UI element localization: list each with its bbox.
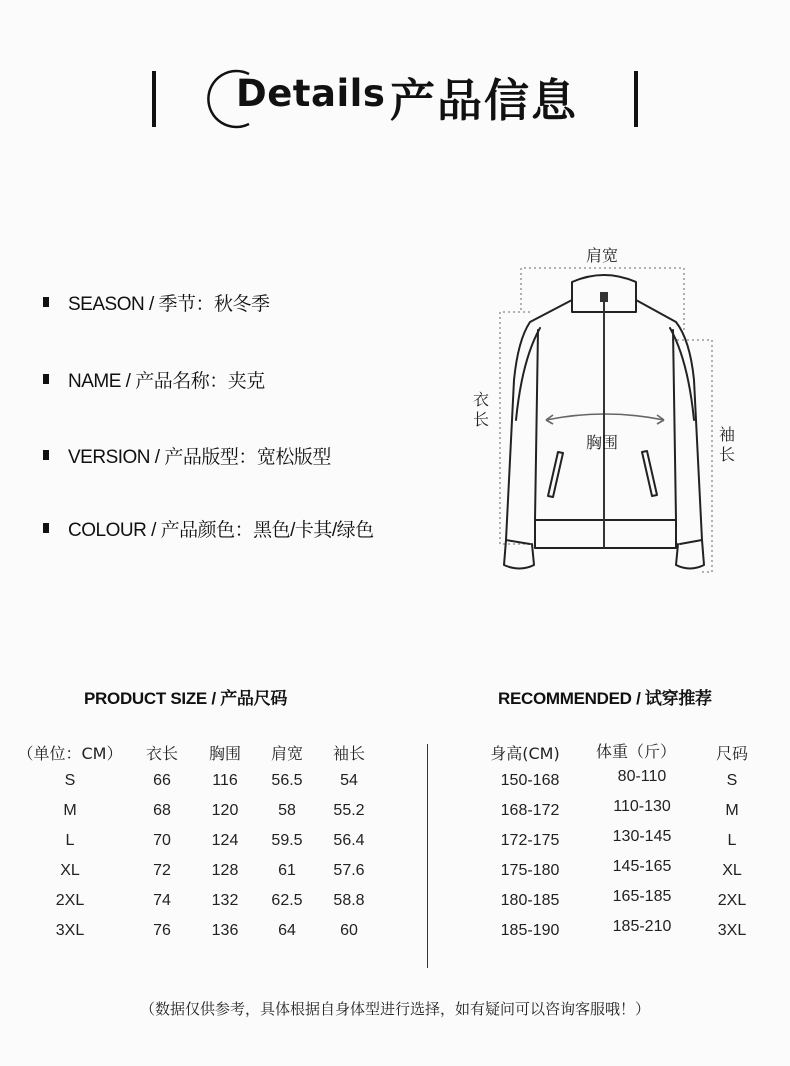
size-cell: 72 (153, 862, 171, 879)
size-cell: 2XL (55, 892, 85, 909)
size-cell: 56.5 (271, 772, 303, 789)
size-cell: 62.5 (271, 892, 303, 909)
size-cell: 3XL (55, 922, 85, 939)
size-col-unit: （单位：CM） (17, 744, 123, 763)
size-cell: 57.6 (333, 862, 365, 879)
rec-cell: 110-130 (613, 798, 671, 815)
rec-cell: M (725, 802, 739, 819)
rec-cell: 165-185 (612, 888, 672, 905)
label-chest: 胸围 (586, 433, 619, 452)
info-version-text: VERSION / 产品版型：宽松版型 (68, 446, 331, 468)
info-season-text: SEASON / 季节：秋冬季 (68, 293, 270, 315)
header-left-bar (152, 71, 156, 127)
size-cell: 55.2 (333, 802, 365, 819)
size-cell: M (63, 802, 77, 819)
size-cell: XL (60, 862, 80, 879)
size-cell: S (64, 772, 76, 789)
label-sleeve: 袖长 (718, 425, 735, 464)
rec-cell: XL (722, 862, 742, 879)
size-cell: L (65, 832, 75, 849)
rec-col-weight: 体重（斤） (595, 742, 677, 761)
label-length: 衣长 (472, 390, 489, 429)
rec-cell: 172-175 (500, 832, 560, 849)
size-cell: 116 (212, 772, 238, 789)
size-cell: 128 (211, 862, 239, 879)
size-cell: 68 (153, 802, 171, 819)
label-shoulder: 肩宽 (586, 246, 619, 265)
size-cell: 120 (211, 802, 239, 819)
size-cell: 132 (211, 892, 239, 909)
size-cell: 74 (153, 892, 171, 909)
size-cell: 124 (211, 832, 239, 849)
rec-cell: L (727, 832, 737, 849)
jacket-diagram (490, 255, 720, 580)
size-cell: 56.4 (333, 832, 365, 849)
size-cell: 76 (153, 922, 171, 939)
size-cell: 66 (153, 772, 171, 789)
size-table-heading: PRODUCT SIZE / 产品尺码 (84, 689, 288, 708)
bullet-icon (43, 523, 49, 533)
rec-col-size: 尺码 (715, 744, 749, 763)
info-season (43, 289, 270, 315)
rec-cell: 168-172 (500, 802, 560, 819)
bullet-icon (43, 374, 49, 384)
title-chinese: 产品信息 (390, 74, 579, 127)
bullet-icon (43, 450, 49, 460)
rec-cell: S (726, 772, 738, 789)
rec-cell: 145-165 (612, 858, 672, 875)
size-col-sleeve: 袖长 (332, 744, 366, 763)
title-english: Details (236, 72, 386, 115)
size-cell: 64 (278, 922, 296, 939)
rec-cell: 130-145 (612, 828, 672, 845)
info-colour (43, 515, 374, 541)
info-name-text: NAME / 产品名称：夹克 (68, 370, 265, 392)
size-cell: 58.8 (333, 892, 365, 909)
rec-cell: 185-210 (612, 918, 672, 935)
header-right-bar (634, 71, 638, 127)
rec-cell: 180-185 (500, 892, 560, 909)
rec-cell: 3XL (717, 922, 747, 939)
info-name (43, 366, 265, 392)
footer-note: （数据仅供参考，具体根据自身体型进行选择，如有疑问可以咨询客服哦！） (139, 1000, 650, 1018)
rec-cell: 185-190 (500, 922, 560, 939)
rec-col-height: 身高(CM) (490, 744, 560, 763)
rec-table-heading: RECOMMENDED / 试穿推荐 (498, 689, 712, 708)
rec-cell: 175-180 (500, 862, 560, 879)
size-cell: 54 (340, 772, 358, 789)
size-col-shoulder: 肩宽 (270, 744, 304, 763)
size-cell: 59.5 (271, 832, 303, 849)
size-cell: 136 (211, 922, 239, 939)
info-version (43, 442, 331, 468)
rec-cell: 2XL (717, 892, 747, 909)
size-col-chest: 胸围 (208, 744, 242, 763)
size-col-length: 衣长 (145, 744, 179, 763)
size-cell: 58 (278, 802, 296, 819)
size-cell: 60 (340, 922, 358, 939)
size-cell: 70 (153, 832, 171, 849)
rec-cell: 80-110 (617, 768, 667, 785)
table-divider (427, 744, 428, 968)
rec-cell: 150-168 (500, 772, 560, 789)
bullet-icon (43, 297, 49, 307)
info-colour-text: COLOUR / 产品颜色：黑色/卡其/绿色 (68, 519, 374, 541)
size-cell: 61 (278, 862, 296, 879)
